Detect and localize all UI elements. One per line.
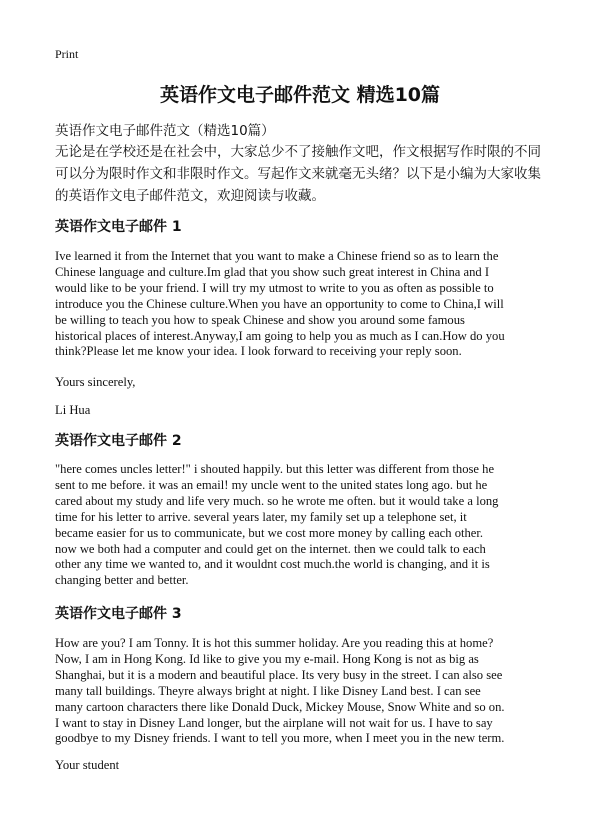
- section-heading-3: 英语作文电子邮件 3: [55, 606, 182, 622]
- subtitle: 英语作文电子邮件范文（精选10篇）: [55, 123, 275, 139]
- text-line: would like to be your friend. I will try my utmost to write to you as often as possible to: [55, 280, 494, 295]
- page-title: 英语作文电子邮件范文 精选10篇: [159, 84, 441, 106]
- text-line: now we both had a computer and could get on the internet. then we could talk to each: [55, 541, 486, 556]
- text-line: I want to stay in Disney Land longer, but the airplane will not wait for us. I have to say: [55, 715, 493, 730]
- section-heading-2: 英语作文电子邮件 2: [55, 433, 182, 449]
- intro-line: 无论是在学校还是在社会中，大家总少不了接触作文吧，作文根据写作时限的不同: [55, 144, 541, 160]
- intro-paragraph: [55, 141, 541, 207]
- text-line: cared about my study and life very much. so he wrote me often. but it would take a long: [55, 493, 499, 508]
- text-line: became easier for us to communicate, but we cost more money by calling each other.: [55, 525, 484, 540]
- section-body-3: [55, 636, 505, 747]
- intro-line: 可以分为限时作文和非限时作文。写起作文来就毫无头绪？以下是小编为大家收集: [55, 166, 541, 182]
- text-line: Now, I am in Hong Kong. Id like to give you my e-mail. Hong Kong is not as big as: [55, 651, 479, 666]
- section-heading-1: 英语作文电子邮件 1: [55, 219, 182, 235]
- text-line: Chinese language and culture.Im glad that you show such great interest in China and I: [55, 264, 490, 279]
- closing: Yours sincerely,: [55, 375, 136, 389]
- section-body-1: [55, 249, 505, 360]
- text-line: How are you? I am Tonny. It is hot this summer holiday. Are you reading this at home?: [55, 636, 494, 650]
- text-line: sent to me before. it was an email! my uncle went to the united states long ago. but he: [55, 477, 488, 492]
- text-line: Shanghai, but it is a modern and beautiful place. Its very busy in the street. I can also see: [55, 667, 503, 682]
- text-line: Ive learned it from the Internet that you want to make a Chinese friend so as to learn the: [55, 249, 499, 263]
- text-line: "here comes uncles letter!" i shouted happily. but this letter was different from those he: [55, 462, 495, 476]
- closing: Your student: [55, 758, 120, 772]
- text-line: other any time we wanted to, and it wouldnt cost much.the world is changing, and it is: [55, 557, 490, 572]
- text-line: introduce you the Chinese culture.When you have an opportunity to come to China,I will: [55, 296, 504, 311]
- text-line: historical places of interest.Anyway,I am going to help you as much as I can.How do you: [55, 328, 505, 343]
- text-line: time for his letter to arrive. several years later, my family set up a telephone set, it: [55, 509, 467, 524]
- text-line: goodbye to my Disney friends. I want to tell you more, when I meet you in the new term.: [55, 731, 505, 746]
- text-line: changing better and better.: [55, 573, 189, 588]
- section-body-2: [55, 462, 498, 589]
- text-line: think?Please let me know your idea. I look forward to receiving your reply soon.: [55, 344, 462, 359]
- print-link[interactable]: Print: [55, 47, 79, 61]
- text-line: many tall buildings. Theyre always bright at night. I like Disney Land best. I can see: [55, 683, 481, 698]
- intro-line: 的英语作文电子邮件范文，欢迎阅读与收藏。: [55, 188, 325, 204]
- signature: Li Hua: [55, 403, 91, 417]
- text-line: many cartoon characters there like Donald Duck, Mickey Mouse, Snow White and so on.: [55, 699, 505, 714]
- text-line: be willing to teach you how to speak Chinese and show you around some famous: [55, 312, 465, 327]
